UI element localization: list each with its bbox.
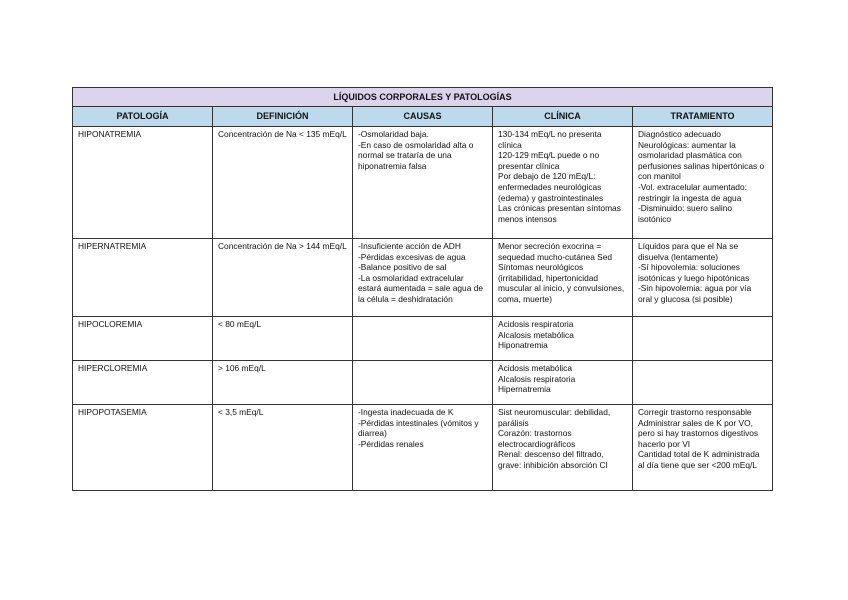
cell-patologia: HIPOCLOREMIA: [73, 317, 213, 361]
cell-clinica: Acidosis metabólica Alcalosis respiratoria Hipernatremia: [493, 361, 633, 405]
header-clinica: CLÍNICA: [493, 107, 633, 127]
table-header-row: [73, 107, 773, 127]
cell-definicion: < 80 mEq/L: [213, 317, 353, 361]
cell-causas: [353, 361, 493, 405]
cell-patologia: HIPERNATREMIA: [73, 239, 213, 317]
header-definicion: DEFINICIÓN: [213, 107, 353, 127]
cell-clinica: Menor secreción exocrina = sequedad mucho-cutánea Sed Síntomas neurológicos (irritabilidad, hipertonicidad muscular al inicio, y convulsiones, coma, muerte): [493, 239, 633, 317]
cell-definicion: Concentración de Na < 135 mEq/L: [213, 127, 353, 239]
pathology-table: [72, 87, 773, 491]
cell-causas: -Ingesta inadecuada de K -Pérdidas intestinales (vómitos y diarrea) -Pérdidas renales: [353, 405, 493, 491]
cell-causas: -Osmolaridad baja. -En caso de osmolaridad alta o normal se trataría de una hiponatremia falsa: [353, 127, 493, 239]
cell-patologia: HIPERCLOREMIA: [73, 361, 213, 405]
header-tratamiento: TRATAMIENTO: [633, 107, 773, 127]
table-row: [73, 317, 773, 361]
cell-definicion: Concentración de Na > 144 mEq/L: [213, 239, 353, 317]
cell-tratamiento: Corregir trastorno responsable Administrar sales de K por VO, pero si hay trastornos digestivos hacerlo por VI Cantidad total de K administrada al día tiene que ser <200 mEq/L: [633, 405, 773, 491]
cell-clinica: Acidosis respiratoria Alcalosis metabólica Hiponatremia: [493, 317, 633, 361]
cell-tratamiento: [633, 317, 773, 361]
table-title: LÍQUIDOS CORPORALES Y PATOLOGÍAS: [73, 88, 773, 107]
cell-definicion: > 106 mEq/L: [213, 361, 353, 405]
header-patologia: PATOLOGÍA: [73, 107, 213, 127]
cell-clinica: Sist neuromuscular: debilidad, parálisis Corazón: trastornos electrocardiográficos Renal: descenso del filtrado, grave: inhibición absorción Cl: [493, 405, 633, 491]
table-title-row: [73, 88, 773, 107]
cell-tratamiento: [633, 361, 773, 405]
table-row: [73, 405, 773, 491]
cell-clinica: 130-134 mEq/L no presenta clínica 120-129 mEq/L puede o no presentar clínica Por debajo de 120 mEq/L: enfermedades neurológicas (edema) y gastrointestinales Las crónicas presentan síntomas menos intensos: [493, 127, 633, 239]
header-causas: CAUSAS: [353, 107, 493, 127]
cell-patologia: HIPOPOTASEMIA: [73, 405, 213, 491]
table-row: [73, 361, 773, 405]
cell-definicion: < 3,5 mEq/L: [213, 405, 353, 491]
table-row: [73, 239, 773, 317]
cell-causas: -Insuficiente acción de ADH -Pérdidas excesivas de agua -Balance positivo de sal -La osmolaridad extracelular estará aumentada = sale agua de la célula = deshidratación: [353, 239, 493, 317]
cell-tratamiento: Diagnóstico adecuado Neurológicas: aumentar la osmolaridad plasmática con perfusiones salinas hipertónicas o con manitol -Vol. extracelular aumentado: restringir la ingesta de agua -Disminuido: suero salino isotónico: [633, 127, 773, 239]
cell-patologia: HIPONATREMIA: [73, 127, 213, 239]
table-row: [73, 127, 773, 239]
cell-causas: [353, 317, 493, 361]
cell-tratamiento: Líquidos para que el Na se disuelva (lentamente) -Sí hipovolemia: soluciones isotónicas y luego hipotónicas -Sin hipovolemia: agua por vía oral y glucosa (si posible): [633, 239, 773, 317]
